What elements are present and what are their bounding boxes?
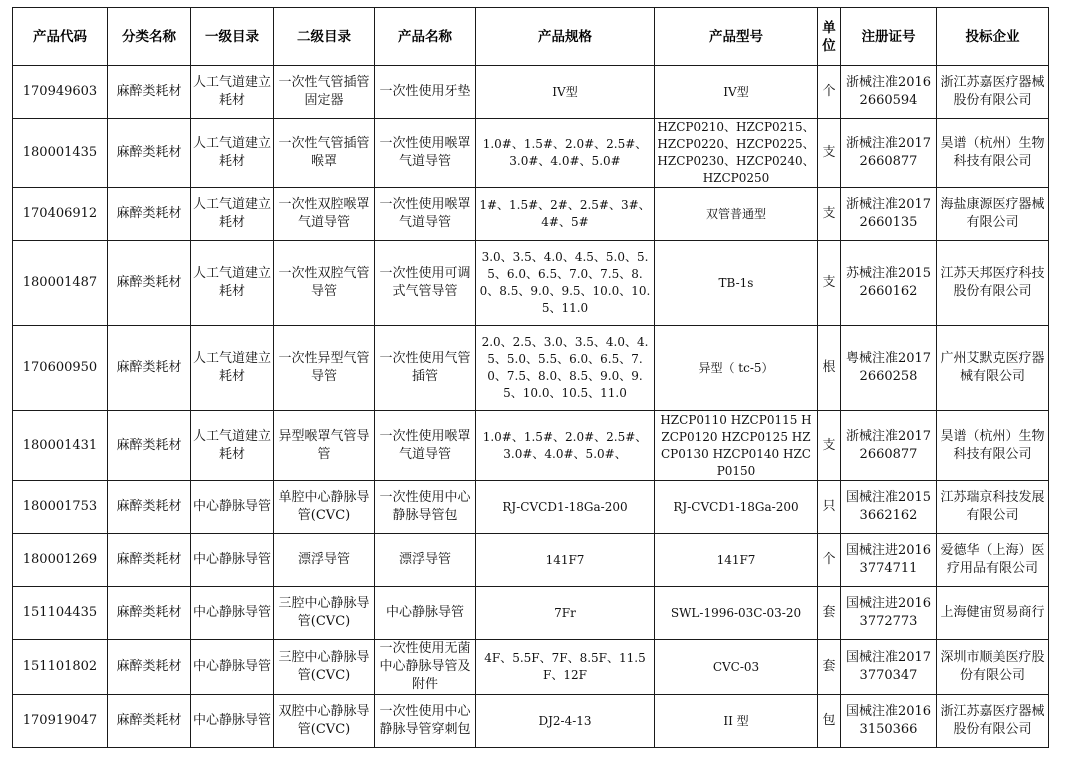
product-code-cell: 170919047: [13, 695, 108, 748]
header-bidding-company: 投标企业: [937, 8, 1049, 66]
category-cell: 麻醉类耗材: [108, 587, 191, 640]
unit-cell: 套: [818, 587, 841, 640]
product-code-cell: 180001269: [13, 534, 108, 587]
unit-cell: 只: [818, 481, 841, 534]
table-row: [13, 326, 1049, 411]
model-cell: 异型（ tc-5）: [655, 326, 818, 411]
model-cell: SWL-1996-03C-03-20: [655, 587, 818, 640]
table-row: [13, 188, 1049, 241]
spec-cell: 3.0、3.5、4.0、4.5、5.0、5.5、6.0、6.5、7.0、7.5、8.0、8.5、9.0、9.5、10.0、10.5、11.0: [476, 241, 655, 326]
spec-cell: 1.0#、1.5#、2.0#、2.5#、3.0#、4.0#、5.0#、: [476, 411, 655, 481]
registration-cell: 苏械注准20152660162: [841, 241, 937, 326]
level2-cell: 异型喉罩气管导管: [274, 411, 375, 481]
spec-cell: 7Fr: [476, 587, 655, 640]
model-cell: 双管普通型: [655, 188, 818, 241]
registration-cell: 国械注进20163772773: [841, 587, 937, 640]
table-row: [13, 534, 1049, 587]
spec-cell: IV型: [476, 66, 655, 119]
category-cell: 麻醉类耗材: [108, 534, 191, 587]
unit-cell: 个: [818, 66, 841, 119]
product-name-cell: 一次性使用气管插管: [375, 326, 476, 411]
registration-cell: 国械注准20163150366: [841, 695, 937, 748]
model-cell: II 型: [655, 695, 818, 748]
level1-cell: 人工气道建立耗材: [191, 411, 274, 481]
company-cell: 海盐康源医疗器械有限公司: [937, 188, 1049, 241]
header-product-name: 产品名称: [375, 8, 476, 66]
level2-cell: 单腔中心静脉导管(CVC): [274, 481, 375, 534]
product-code-cell: 151104435: [13, 587, 108, 640]
level1-cell: 人工气道建立耗材: [191, 188, 274, 241]
unit-cell: 套: [818, 640, 841, 695]
registration-cell: 浙械注准20172660877: [841, 411, 937, 481]
product-name-cell: 一次性使用牙垫: [375, 66, 476, 119]
category-cell: 麻醉类耗材: [108, 640, 191, 695]
category-cell: 麻醉类耗材: [108, 241, 191, 326]
model-cell: RJ-CVCD1-18Ga-200: [655, 481, 818, 534]
unit-cell: 支: [818, 411, 841, 481]
level2-cell: 一次性双腔喉罩气道导管: [274, 188, 375, 241]
level2-cell: 双腔中心静脉导管(CVC): [274, 695, 375, 748]
header-registration-no: 注册证号: [841, 8, 937, 66]
product-table-container: [12, 7, 1049, 748]
header-level2-catalog: 二级目录: [274, 8, 375, 66]
category-cell: 麻醉类耗材: [108, 66, 191, 119]
product-name-cell: 一次性使用中心静脉导管穿刺包: [375, 695, 476, 748]
registration-cell: 浙械注准20162660594: [841, 66, 937, 119]
company-cell: 江苏天邦医疗科技股份有限公司: [937, 241, 1049, 326]
level1-cell: 中心静脉导管: [191, 695, 274, 748]
table-row: [13, 587, 1049, 640]
registration-cell: 国械注准20173770347: [841, 640, 937, 695]
model-cell: HZCP0210、HZCP0215、HZCP0220、HZCP0225、HZCP0230、HZCP0240、HZCP0250: [655, 119, 818, 188]
spec-cell: 4F、5.5F、7F、8.5F、11.5F、12F: [476, 640, 655, 695]
header-unit: 单位: [818, 8, 841, 66]
model-cell: HZCP0110 HZCP0115 HZCP0120 HZCP0125 HZCP0130 HZCP0140 HZCP0150: [655, 411, 818, 481]
unit-cell: 个: [818, 534, 841, 587]
registration-cell: 浙械注准20172660877: [841, 119, 937, 188]
level2-cell: 一次性气管插管固定器: [274, 66, 375, 119]
product-name-cell: 中心静脉导管: [375, 587, 476, 640]
table-row: [13, 241, 1049, 326]
model-cell: TB-1s: [655, 241, 818, 326]
product-name-cell: 一次性使用喉罩气道导管: [375, 411, 476, 481]
header-product-spec: 产品规格: [476, 8, 655, 66]
product-code-cell: 151101802: [13, 640, 108, 695]
product-name-cell: 一次性使用喉罩气道导管: [375, 188, 476, 241]
level2-cell: 一次性异型气管导管: [274, 326, 375, 411]
spec-cell: 2.0、2.5、3.0、3.5、4.0、4.5、5.0、5.5、6.0、6.5、7.0、7.5、8.0、8.5、9.0、9.5、10.0、10.5、11.0: [476, 326, 655, 411]
company-cell: 爱德华（上海）医疗用品有限公司: [937, 534, 1049, 587]
product-code-cell: 180001431: [13, 411, 108, 481]
unit-cell: 根: [818, 326, 841, 411]
category-cell: 麻醉类耗材: [108, 481, 191, 534]
model-cell: IV型: [655, 66, 818, 119]
level2-cell: 一次性气管插管喉罩: [274, 119, 375, 188]
product-code-cell: 170949603: [13, 66, 108, 119]
registration-cell: 粤械注准20172660258: [841, 326, 937, 411]
company-cell: 广州艾默克医疗器械有限公司: [937, 326, 1049, 411]
unit-cell: 支: [818, 241, 841, 326]
model-cell: CVC-03: [655, 640, 818, 695]
table-row: [13, 481, 1049, 534]
table-row: [13, 640, 1049, 695]
level1-cell: 中心静脉导管: [191, 640, 274, 695]
level2-cell: 一次性双腔气管导管: [274, 241, 375, 326]
level2-cell: 三腔中心静脉导管(CVC): [274, 640, 375, 695]
registration-cell: 国械注进20163774711: [841, 534, 937, 587]
product-code-cell: 170406912: [13, 188, 108, 241]
category-cell: 麻醉类耗材: [108, 411, 191, 481]
level1-cell: 人工气道建立耗材: [191, 119, 274, 188]
product-name-cell: 一次性使用喉罩气道导管: [375, 119, 476, 188]
header-product-code: 产品代码: [13, 8, 108, 66]
unit-cell: 支: [818, 188, 841, 241]
company-cell: 昊谱（杭州）生物科技有限公司: [937, 411, 1049, 481]
category-cell: 麻醉类耗材: [108, 119, 191, 188]
spec-cell: DJ2-4-13: [476, 695, 655, 748]
product-name-cell: 一次性使用可调式气管导管: [375, 241, 476, 326]
level1-cell: 中心静脉导管: [191, 534, 274, 587]
company-cell: 江苏瑞京科技发展有限公司: [937, 481, 1049, 534]
company-cell: 昊谱（杭州）生物科技有限公司: [937, 119, 1049, 188]
company-cell: 浙江苏嘉医疗器械股份有限公司: [937, 695, 1049, 748]
registration-cell: 浙械注准20172660135: [841, 188, 937, 241]
table-row: [13, 119, 1049, 188]
model-cell: 141F7: [655, 534, 818, 587]
product-code-cell: 170600950: [13, 326, 108, 411]
category-cell: 麻醉类耗材: [108, 188, 191, 241]
table-row: [13, 695, 1049, 748]
company-cell: 上海健宙贸易商行: [937, 587, 1049, 640]
unit-cell: 包: [818, 695, 841, 748]
header-category: 分类名称: [108, 8, 191, 66]
spec-cell: 1#、1.5#、2#、2.5#、3#、4#、5#: [476, 188, 655, 241]
company-cell: 浙江苏嘉医疗器械股份有限公司: [937, 66, 1049, 119]
level2-cell: 漂浮导管: [274, 534, 375, 587]
product-code-cell: 180001435: [13, 119, 108, 188]
spec-cell: RJ-CVCD1-18Ga-200: [476, 481, 655, 534]
header-product-model: 产品型号: [655, 8, 818, 66]
table-header-row: [13, 8, 1049, 66]
header-level1-catalog: 一级目录: [191, 8, 274, 66]
level1-cell: 人工气道建立耗材: [191, 326, 274, 411]
product-name-cell: 一次性使用无菌中心静脉导管及附件: [375, 640, 476, 695]
category-cell: 麻醉类耗材: [108, 695, 191, 748]
level1-cell: 中心静脉导管: [191, 587, 274, 640]
spec-cell: 1.0#、1.5#、2.0#、2.5#、3.0#、4.0#、5.0#: [476, 119, 655, 188]
company-cell: 深圳市顺美医疗股份有限公司: [937, 640, 1049, 695]
product-name-cell: 一次性使用中心静脉导管包: [375, 481, 476, 534]
level1-cell: 中心静脉导管: [191, 481, 274, 534]
table-row: [13, 66, 1049, 119]
level1-cell: 人工气道建立耗材: [191, 241, 274, 326]
level1-cell: 人工气道建立耗材: [191, 66, 274, 119]
registration-cell: 国械注准20153662162: [841, 481, 937, 534]
spec-cell: 141F7: [476, 534, 655, 587]
product-table: [12, 7, 1049, 748]
product-code-cell: 180001753: [13, 481, 108, 534]
table-row: [13, 411, 1049, 481]
level2-cell: 三腔中心静脉导管(CVC): [274, 587, 375, 640]
product-code-cell: 180001487: [13, 241, 108, 326]
category-cell: 麻醉类耗材: [108, 326, 191, 411]
unit-cell: 支: [818, 119, 841, 188]
product-name-cell: 漂浮导管: [375, 534, 476, 587]
